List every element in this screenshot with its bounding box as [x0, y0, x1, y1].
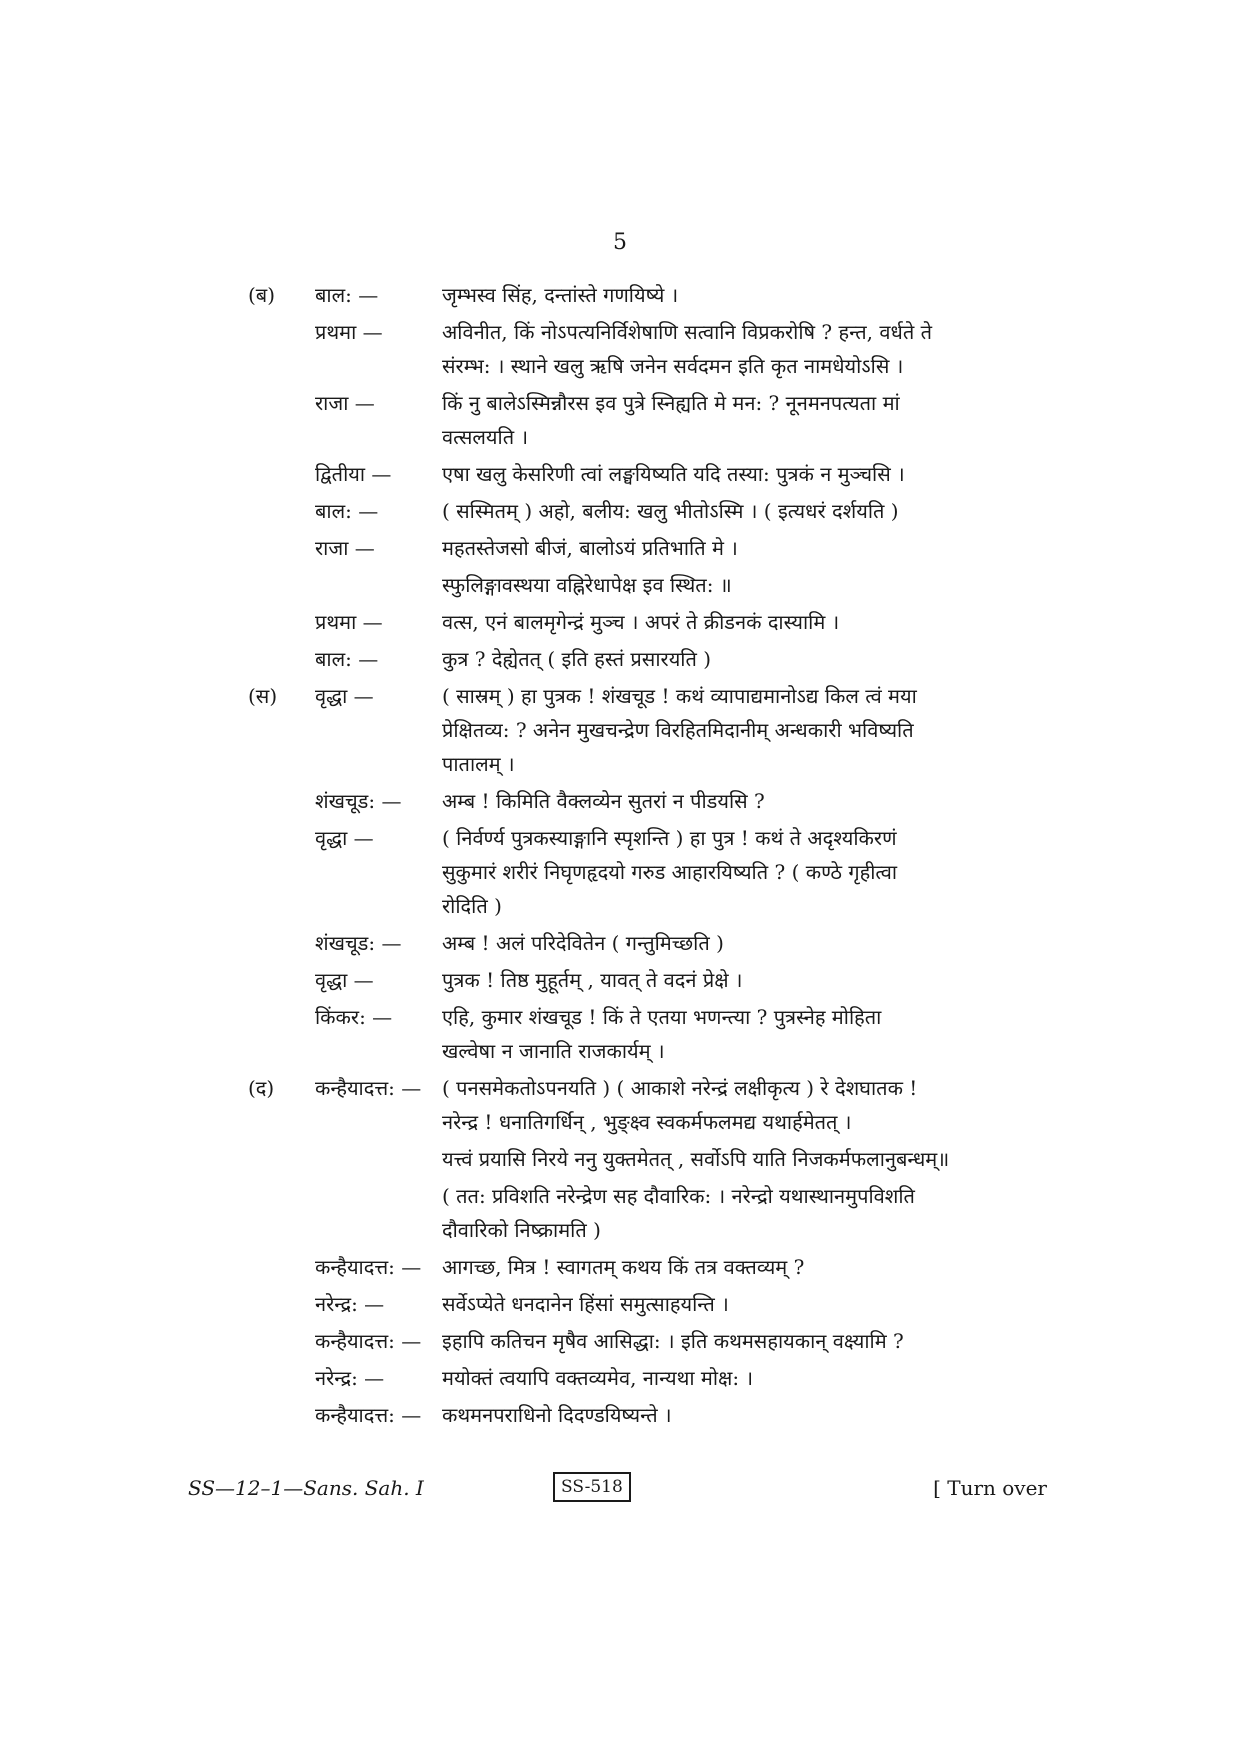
dialogue-line: संरम्भ: । स्थाने खलु ऋषि जनेन सर्वदमन इति कृत नामधेयोऽसि । — [442, 354, 904, 378]
dialogue-line: अविनीत, किं नोऽपत्यनिर्विशेषाणि सत्वानि विप्रकरोषि ? हन्त, वर्धते ते — [442, 320, 932, 344]
dialogue-text — [442, 1071, 1047, 1139]
dialogue-text — [442, 531, 1047, 565]
section-marker: (ब) — [248, 283, 276, 307]
dialogue-row — [0, 784, 1240, 818]
speaker-name: राजा — — [315, 536, 375, 560]
dialogue-line: पातालम् । — [442, 752, 515, 776]
dialogue-row — [0, 679, 1240, 781]
speaker-name: नरेन्द्र: — — [315, 1292, 385, 1316]
dialogue-row — [0, 1000, 1240, 1068]
speaker-name: कन्हैयादत्त: — — [315, 1255, 422, 1279]
dialogue-row — [0, 1250, 1240, 1284]
dialogue-line: यत्त्वं प्रयासि निरये ननु युक्तमेतत् , सर्वोऽपि याति निजकर्मफलानुबन्धम्॥ — [442, 1147, 950, 1171]
dialogue-line: ( पनसमेकतोऽपनयति ) ( आकाशे नरेन्द्रं लक्षीकृत्य ) रे देशघातक ! — [442, 1076, 918, 1100]
speaker-name: बाल: — — [315, 283, 379, 307]
section-marker: (स) — [248, 684, 278, 708]
speaker-name: कन्हैयादत्त: — — [315, 1403, 422, 1427]
dialogue-line: ( सस्मितम् ) अहो, बलीय: खलु भीतोऽस्मि । ( इत्यधरं दर्शयति ) — [442, 499, 899, 523]
dialogue-text — [442, 494, 1047, 528]
dialogue-text — [442, 457, 1047, 491]
speaker-name: द्वितीया — — [315, 462, 392, 486]
dialogue-text — [442, 1250, 1047, 1284]
dialogue-line: अम्ब ! किमिति वैक्लव्येन सुतरां न पीडयसि ? — [442, 789, 765, 813]
dialogue-section — [0, 278, 1240, 1435]
speaker-name: बाल: — — [315, 647, 379, 671]
dialogue-line: वत्स, एनं बालमृगेन्द्रं मुञ्च । अपरं ते क्रीडनकं दास्यामि । — [442, 610, 840, 634]
dialogue-text — [442, 1179, 1047, 1247]
dialogue-text — [442, 926, 1047, 960]
dialogue-line: प्रेक्षितव्य: ? अनेन मुखचन्द्रेण विरहितमिदानीम् अन्धकारी भविष्यति — [442, 718, 914, 742]
dialogue-text — [442, 1287, 1047, 1321]
dialogue-row — [0, 386, 1240, 454]
speaker-name: नरेन्द्र: — — [315, 1366, 385, 1390]
dialogue-text — [442, 568, 1047, 602]
speaker-name: कन्हैयादत्त: — — [315, 1329, 422, 1353]
speaker-name: किंकर: — — [315, 1005, 393, 1029]
paper-code-box: SS-518 — [553, 1472, 631, 1502]
dialogue-line: सुकुमारं शरीरं निघृणहृदयो गरुड आहारयिष्यति ? ( कण्ठे गृहीत्वा — [442, 860, 898, 884]
speaker-name: शंखचूड: — — [315, 931, 402, 955]
dialogue-row — [0, 1287, 1240, 1321]
dialogue-text — [442, 1324, 1047, 1358]
dialogue-line: एहि, कुमार शंखचूड ! किं ते एतया भणन्त्या ? पुत्रस्नेह मोहिता — [442, 1005, 882, 1029]
turn-over-label: [ Turn over — [933, 1476, 1047, 1500]
dialogue-line: मयोक्तं त्वयापि वक्तव्यमेव, नान्यथा मोक्ष: । — [442, 1366, 754, 1390]
dialogue-text — [442, 315, 1047, 383]
dialogue-row — [0, 1361, 1240, 1395]
dialogue-text — [442, 605, 1047, 639]
dialogue-row — [0, 315, 1240, 383]
dialogue-line: स्फुलिङ्गावस्थया वह्निरेधापेक्ष इव स्थित: ॥ — [442, 573, 732, 597]
dialogue-row — [0, 1324, 1240, 1358]
dialogue-line: पुत्रक ! तिष्ठ मुहूर्तम् , यावत् ते वदनं प्रेक्षे । — [442, 968, 743, 992]
dialogue-row — [0, 1398, 1240, 1432]
dialogue-row — [0, 926, 1240, 960]
speaker-name: कन्हैयादत्त: — — [315, 1076, 422, 1100]
dialogue-line: नरेन्द्र ! धनातिगर्धिन् , भुङ्क्ष्व स्वकर्मफलमद्य यथार्हमेतत् । — [442, 1110, 852, 1134]
section-marker: (द) — [248, 1076, 275, 1100]
dialogue-row — [0, 821, 1240, 923]
dialogue-line: आगच्छ, मित्र ! स्वागतम् कथय किं तत्र वक्तव्यम् ? — [442, 1255, 805, 1279]
dialogue-line: इहापि कतिचन मृषैव आसिद्धा: । इति कथमसहायकान् वक्ष्यामि ? — [442, 1329, 904, 1353]
speaker-name: वृद्धा — — [315, 826, 374, 850]
dialogue-text — [442, 963, 1047, 997]
dialogue-text — [442, 642, 1047, 676]
dialogue-text — [442, 1000, 1047, 1068]
dialogue-row — [0, 1142, 1240, 1176]
dialogue-line: महतस्तेजसो बीजं, बालोऽयं प्रतिभाति मे । — [442, 536, 738, 560]
dialogue-row — [0, 1179, 1240, 1247]
speaker-name: वृद्धा — — [315, 968, 374, 992]
speaker-name: राजा — — [315, 391, 375, 415]
dialogue-line: दौवारिको निष्क्रामति ) — [442, 1218, 601, 1242]
dialogue-line: ( तत: प्रविशति नरेन्द्रेण सह दौवारिक: । नरेन्द्रो यथास्थानमुपविशति — [442, 1184, 915, 1208]
dialogue-row — [0, 531, 1240, 565]
dialogue-line: ( निर्वर्ण्य पुत्रकस्याङ्गानि स्पृशन्ति ) हा पुत्र ! कथं ते अदृश्यकिरणं — [442, 826, 897, 850]
paper-code: SS—12–1—Sans. Sah. I — [188, 1476, 424, 1500]
dialogue-line: रोदिति ) — [442, 894, 502, 918]
speaker-name: प्रथमा — — [315, 610, 383, 634]
dialogue-text — [442, 1398, 1047, 1432]
dialogue-row — [0, 605, 1240, 639]
speaker-name: वृद्धा — — [315, 684, 374, 708]
page-footer — [0, 1468, 1240, 1508]
dialogue-line: कुत्र ? देह्येतत् ( इति हस्तं प्रसारयति ) — [442, 647, 712, 671]
dialogue-text — [442, 679, 1047, 781]
dialogue-text — [442, 278, 1047, 312]
dialogue-row — [0, 278, 1240, 312]
dialogue-row — [0, 642, 1240, 676]
dialogue-row — [0, 494, 1240, 528]
dialogue-row — [0, 1071, 1240, 1139]
dialogue-text — [442, 821, 1047, 923]
page-number: 5 — [613, 230, 627, 255]
dialogue-line: कथमनपराधिनो दिदण्डयिष्यन्ते । — [442, 1403, 672, 1427]
dialogue-line: ( सास्रम् ) हा पुत्रक ! शंखचूड ! कथं व्यापाद्यमानोऽद्य किल त्वं मया — [442, 684, 917, 708]
dialogue-line: अम्ब ! अलं परिदेवितेन ( गन्तुमिच्छति ) — [442, 931, 724, 955]
speaker-name: शंखचूड: — — [315, 789, 402, 813]
dialogue-row — [0, 568, 1240, 602]
dialogue-line: एषा खलु केसरिणी त्वां लङ्घयिष्यति यदि तस्या: पुत्रकं न मुञ्चसि । — [442, 462, 905, 486]
dialogue-line: सर्वेऽप्येते धनदानेन हिंसां समुत्साहयन्ति । — [442, 1292, 729, 1316]
dialogue-row — [0, 963, 1240, 997]
dialogue-line: खल्वेषा न जानाति राजकार्यम् । — [442, 1039, 665, 1063]
dialogue-line: किं नु बालेऽस्मिन्नौरस इव पुत्रे स्निह्यति मे मन: ? नूनमनपत्यता मां — [442, 391, 900, 415]
dialogue-text — [442, 784, 1047, 818]
dialogue-text — [442, 386, 1047, 454]
dialogue-line: जृम्भस्व सिंह, दन्तांस्ते गणयिष्ये । — [442, 283, 679, 307]
dialogue-line: वत्सलयति । — [442, 425, 529, 449]
dialogue-row — [0, 457, 1240, 491]
dialogue-text — [442, 1142, 1047, 1176]
speaker-name: बाल: — — [315, 499, 379, 523]
speaker-name: प्रथमा — — [315, 320, 383, 344]
dialogue-text — [442, 1361, 1047, 1395]
